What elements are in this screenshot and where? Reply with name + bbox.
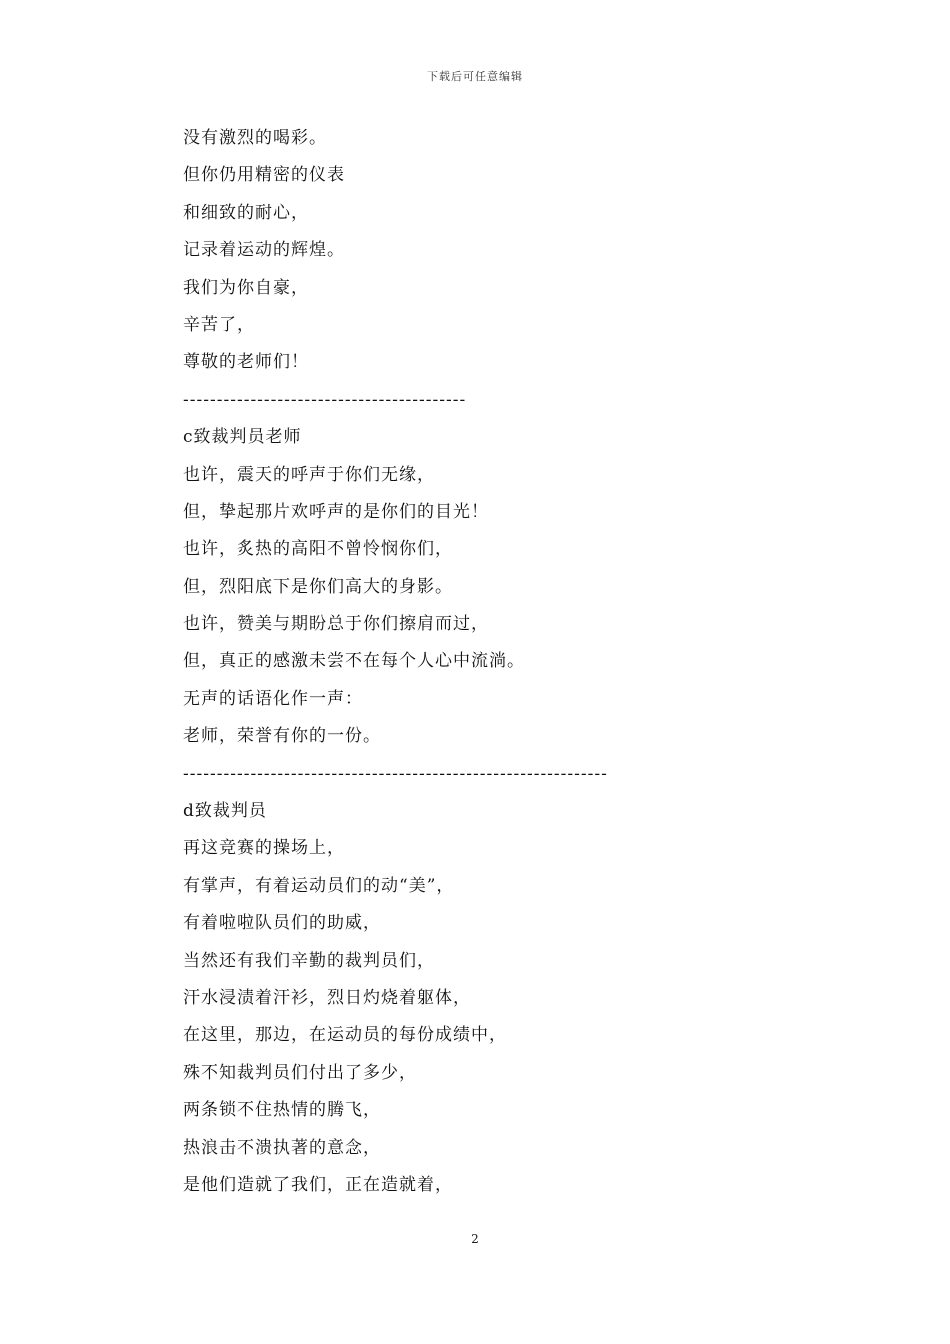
text-line: 我们为你自豪， [183, 277, 309, 298]
document-body [183, 120, 823, 1204]
text-line: 两条锁不住热情的腾飞， [183, 1100, 381, 1121]
text-line: 也许，炙热的高阳不曾怜悯你们， [183, 539, 453, 560]
text-line: 但，真正的感激未尝不在每个人心中流淌。 [183, 651, 525, 672]
text-line: 再这竞赛的操场上， [183, 838, 345, 859]
text-line: 尊敬的老师们！ [183, 352, 309, 373]
text-line: 有掌声，有着运动员们的动“美”， [183, 875, 455, 896]
separator-line: ------------------------------------------ [183, 389, 467, 410]
text-line: 在这里，那边，在运动员的每份成绩中， [183, 1025, 507, 1046]
text-line: 殊不知裁判员们付出了多少， [183, 1062, 417, 1083]
text-line: 记录着运动的辉煌。 [183, 240, 345, 261]
page-number: 2 [471, 1232, 479, 1246]
text-line: 但你仍用精密的仪表 [183, 165, 345, 186]
text-line: 没有激烈的喝彩。 [183, 128, 327, 148]
text-line: 也许，赞美与期盼总于你们擦肩而过， [183, 614, 489, 635]
separator-line: --------------------------------------------------------------- [183, 763, 608, 784]
text-line: 热浪击不溃执著的意念， [183, 1137, 381, 1158]
text-line: 和细致的耐心， [183, 202, 309, 223]
section-heading: d致裁判员 [183, 801, 267, 822]
text-line: 当然还有我们辛勤的裁判员们， [183, 950, 435, 971]
text-line: 老师，荣誉有你的一份。 [183, 726, 381, 747]
text-line: 无声的话语化作一声： [183, 688, 363, 709]
section-heading: c致裁判员老师 [183, 427, 302, 448]
text-line: 是他们造就了我们，正在造就着， [183, 1174, 453, 1195]
text-line: 汗水浸渍着汗衫，烈日灼烧着躯体， [183, 987, 471, 1008]
text-line: 但，烈阳底下是你们高大的身影。 [183, 576, 453, 597]
text-line: 但，挚起那片欢呼声的是你们的目光！ [183, 501, 489, 522]
page-header: 下载后可任意编辑 [427, 70, 523, 83]
text-line: 辛苦了， [183, 314, 255, 335]
text-line: 有着啦啦队员们的助威， [183, 913, 381, 934]
text-line: 也许，震天的呼声于你们无缘， [183, 464, 435, 485]
